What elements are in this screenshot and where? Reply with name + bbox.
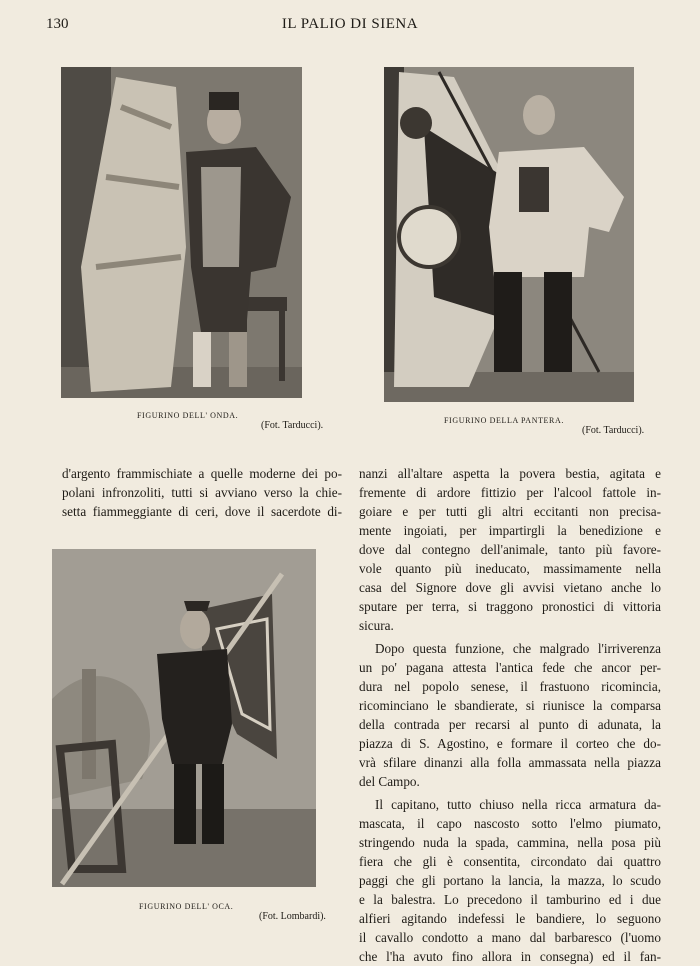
photo-credit: (Fot. Tarducci). (261, 420, 324, 431)
text-line: nanzi all'altare aspetta la povera bestia, agitata e (359, 466, 661, 481)
running-head-title: IL PALIO DI SIENA (281, 16, 419, 32)
text-line: sputare per terra, si traggono pronostici di vittoria (359, 599, 661, 614)
text-line: mente ingoiati, per impartirgli la benedizione e (359, 523, 661, 538)
page-number: 130 (46, 16, 69, 32)
text-line: che l'ha avuto fino allora in consegna) ed il fan- (359, 949, 661, 964)
text-line: mascata, il capo nascosto sotto l'elmo piumato, (359, 816, 661, 831)
text-line: paggi che gli portano la lancia, la mazza, lo scudo (359, 873, 661, 888)
photo-figurino-onda (61, 67, 302, 398)
text-line: dove dal contegno dell'animale, tanto più favore- (359, 542, 661, 557)
text-line: goiare e per tutti gli altri eccitanti non precisa- (359, 504, 661, 519)
text-line: ricominciano le sbandierate, si riunisce la comparsa (359, 698, 661, 713)
paragraph (359, 464, 661, 635)
paragraph (359, 639, 661, 791)
text-line: sicura. (359, 618, 394, 633)
text-line: della contrada per recarsi al punto di adunata, la (359, 717, 661, 732)
text-line: casa del Signore dove gli avvisi vietano anche lo (359, 580, 661, 595)
text-line: Dopo questa funzione, che malgrado l'irriverenza (375, 641, 661, 656)
text-line: setta fiammeggiante di ceri, dove il sacerdote di- (62, 504, 342, 519)
text-line: piazza di S. Agostino, e formare il corteo che do- (359, 736, 661, 751)
text-line: vole quanto più ineducato, massimamente nella (359, 561, 661, 576)
text-line: fiera che gli è consentita, circondato dai quattro (359, 854, 661, 869)
text-line: e la balestra. Lo precedono il tamburino ed i due (359, 892, 661, 907)
figure-caption: FIGURINO DELL' ONDA. (137, 411, 239, 420)
text-line: vrà sfilare dinanzi alla folla ammassata nella piazza (359, 755, 661, 770)
text-line: stringendo nuda la spada, cammina, nella posa più (359, 835, 661, 850)
figure-caption: FIGURINO DELL' OCA. (139, 902, 234, 911)
text-line: fremente di ardore fittizio per l'alcool fattole in- (359, 485, 661, 500)
figure-caption: FIGURINO DELLA PANTERA. (444, 416, 564, 425)
text-line: Il capitano, tutto chiuso nella ricca armatura da- (375, 797, 661, 812)
text-line: polani infronzoliti, tutti si avviano verso la chie- (62, 485, 342, 500)
text-line: d'argento frammischiate a quelle moderne dei po- (62, 466, 342, 481)
left-column-text (62, 464, 342, 521)
text-line: un po' pagana attesta l'antica fede che ancor per- (359, 660, 661, 675)
right-column-text (359, 464, 661, 966)
photo-credit: (Fot. Tarducci). (582, 425, 645, 436)
paragraph (359, 795, 661, 966)
photo-figurino-pantera (384, 67, 634, 402)
text-line: il cavallo condotto a mano dal barbaresco (l'uomo (359, 930, 661, 945)
text-line: del Campo. (359, 774, 420, 789)
photo-credit: (Fot. Lombardi). (259, 911, 326, 922)
photo-figurino-oca (52, 549, 316, 887)
text-line: alfieri agitando indefessi le bandiere, lo seguono (359, 911, 661, 926)
text-line: dura nel popolo senese, il frastuono ricomincia, (359, 679, 661, 694)
